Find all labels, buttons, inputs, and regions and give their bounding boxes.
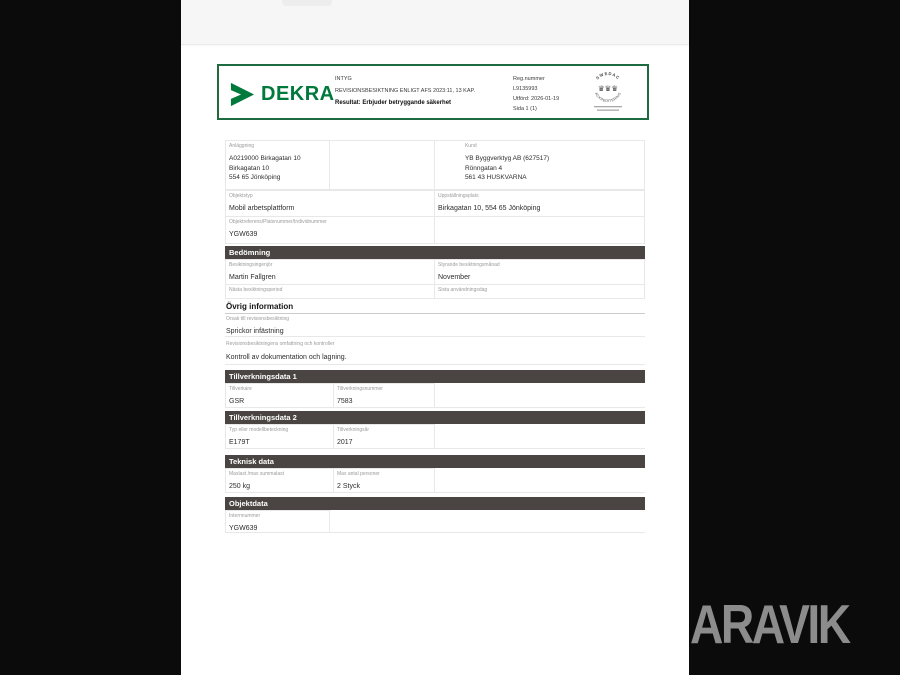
row-objektreferens	[225, 217, 645, 244]
field-typbeteckning	[225, 424, 334, 449]
field-orsak-label: Orsak till revisionsbesiktning	[226, 316, 290, 322]
swedac-seal-icon	[585, 72, 631, 119]
row-orsak	[225, 314, 645, 337]
empty-cell	[330, 141, 434, 189]
field-tillverkningsar-value: 2017	[337, 439, 353, 446]
field-nasta-besiktningsperiod	[226, 285, 435, 298]
field-anlaggning	[226, 141, 330, 189]
field-maxlast-label: Maxlast /max summalast	[229, 471, 285, 477]
field-styrande-manad	[435, 260, 644, 284]
field-nasta-besiktningsperiod-label: Nästa besiktningsperiod	[229, 287, 283, 293]
empty-cell	[435, 383, 645, 408]
field-tillverkare	[225, 383, 334, 408]
brand-text: DEKRA	[261, 83, 335, 105]
doc-subtitle: REVISIONSBESIKTNING ENLIGT AFS 2023:11, 13 KAP.	[335, 88, 476, 94]
field-kund-label: Kund	[464, 143, 477, 149]
field-objektstyp-label: Objektstyp	[229, 193, 253, 199]
field-objektstyp	[226, 191, 435, 216]
field-tillverkningsar-label: Tillverkningsår	[337, 427, 370, 433]
field-sista-anvandningsdag-label: Sista användningsdag	[438, 287, 488, 293]
section-bar-tillverkningsdata-2: Tillverkningsdata 2	[225, 411, 645, 424]
field-omfattning-label: Revisionsbesiktningens omfattning och kontroller	[226, 341, 335, 347]
field-omfattning-value: Kontroll av dokumentation och lagning.	[226, 354, 347, 361]
row-objektstyp	[225, 190, 645, 217]
empty-cell	[435, 217, 644, 243]
dekra-logo	[229, 79, 335, 109]
field-max-personer-label: Max antal personer	[337, 471, 380, 477]
field-tillverkningsnummer-value: 7583	[337, 398, 353, 405]
field-tillverkningsar	[334, 424, 435, 449]
field-orsak-value: Sprickor infästning	[226, 328, 284, 335]
field-tillverkningsnummer	[334, 383, 435, 408]
seal-top-text: SWEDAC	[594, 72, 622, 81]
row-tillverkningsdata-1	[225, 383, 645, 408]
field-anlaggning-label: Anläggning	[229, 143, 255, 149]
field-omfattning	[225, 337, 645, 364]
row-teknisk-data	[225, 468, 645, 493]
row-tillverkningsdata-2	[225, 424, 645, 449]
field-uppstallningsplats-label: Uppställningsplats	[438, 193, 479, 199]
aravik-watermark: ARAVIK	[690, 593, 849, 655]
field-max-personer	[334, 468, 435, 493]
viewer-top-strip	[181, 0, 689, 45]
section-heading-ovrig: Övrig information	[225, 301, 645, 314]
field-anlaggning-line2: Birkagatan 10	[229, 164, 270, 172]
field-kund-line1: YB Byggverktyg AB (627517)	[464, 155, 550, 162]
seal-crowns: ♛♛♛	[597, 84, 619, 93]
reg-number-label: Reg.nummer	[513, 76, 545, 82]
row-anlaggning-kund	[225, 140, 645, 190]
section-bar-tillverkningsdata-1: Tillverkningsdata 1	[225, 370, 645, 383]
empty-cell	[435, 424, 645, 449]
field-tillverkare-value: GSR	[229, 398, 245, 405]
row-bedomning-1	[225, 259, 645, 285]
page-number: Sida 1 (1)	[513, 106, 537, 112]
header-title-block	[335, 73, 510, 107]
field-besiktningsingenjor-label: Besiktningsingenjör	[229, 262, 273, 268]
performed-date: Utförd: 2026-01-19	[513, 96, 560, 102]
field-max-personer-value: 2 Styck	[337, 483, 360, 490]
field-internnummer-label: Internnummer	[229, 513, 261, 519]
field-internnummer	[225, 510, 330, 533]
dekra-arrow-icon	[229, 81, 256, 108]
header-meta-block	[513, 74, 593, 114]
field-objektreferens	[226, 217, 435, 243]
field-anlaggning-line1: A0219000 Birkagatan 10	[229, 155, 301, 162]
empty-cell	[330, 510, 645, 533]
row-objektdata	[225, 510, 645, 533]
field-kund	[435, 141, 644, 189]
empty-cell	[435, 468, 645, 493]
field-kund-line2: Rönngatan 4	[464, 164, 503, 172]
row-bedomning-2	[225, 285, 645, 299]
field-objektreferens-value: YGW639	[229, 231, 258, 238]
field-styrande-manad-value: November	[438, 274, 471, 281]
doc-result: Resultat: Erbjuder betryggande säkerhet	[335, 100, 452, 106]
field-besiktningsingenjor	[226, 260, 435, 284]
field-objektstyp-value: Mobil arbetsplattform	[229, 205, 295, 212]
field-maxlast	[225, 468, 334, 493]
reg-number-value: L9135993	[513, 86, 538, 92]
field-anlaggning-line3: 554 65 Jönköping	[229, 174, 281, 181]
section-bar-bedomning: Bedömning	[225, 246, 645, 259]
field-styrande-manad-label: Styrande besiktningsmånad	[438, 262, 500, 268]
document-viewer-panel	[181, 0, 689, 675]
svg-text:ACKREDITERING	[594, 92, 622, 103]
field-typbeteckning-label: Typ eller modellbeteckning	[229, 427, 289, 433]
field-sista-anvandningsdag	[435, 285, 644, 298]
seal-bottom-text: ACKREDITERING	[593, 91, 623, 104]
field-maxlast-value: 250 kg	[229, 483, 251, 490]
dekra-header-box	[217, 64, 649, 120]
section-bar-objektdata: Objektdata	[225, 497, 645, 510]
field-uppstallningsplats-value: Birkagatan 10, 554 65 Jönköping	[438, 205, 541, 212]
field-besiktningsingenjor-value: Martin Fallgren	[229, 274, 276, 281]
field-kund-line3: 561 43 HUSKVARNA	[464, 174, 527, 181]
field-tillverkningsnummer-label: Tillverkningsnummer	[337, 386, 383, 392]
field-orsak	[225, 314, 645, 336]
svg-text:SWEDAC	[595, 72, 621, 81]
field-internnummer-value: YGW639	[229, 525, 258, 532]
field-uppstallningsplats	[435, 191, 644, 216]
field-typbeteckning-value: E179T	[229, 439, 250, 446]
field-objektreferens-label: Objektreferens/Platsnummer/Individnummer	[229, 219, 327, 225]
doc-type: INTYG	[335, 76, 352, 82]
section-bar-teknisk-data: Teknisk data	[225, 455, 645, 468]
top-scroll-pill	[282, 0, 332, 6]
field-tillverkare-label: Tillverkare	[229, 386, 252, 392]
row-omfattning	[225, 337, 645, 365]
